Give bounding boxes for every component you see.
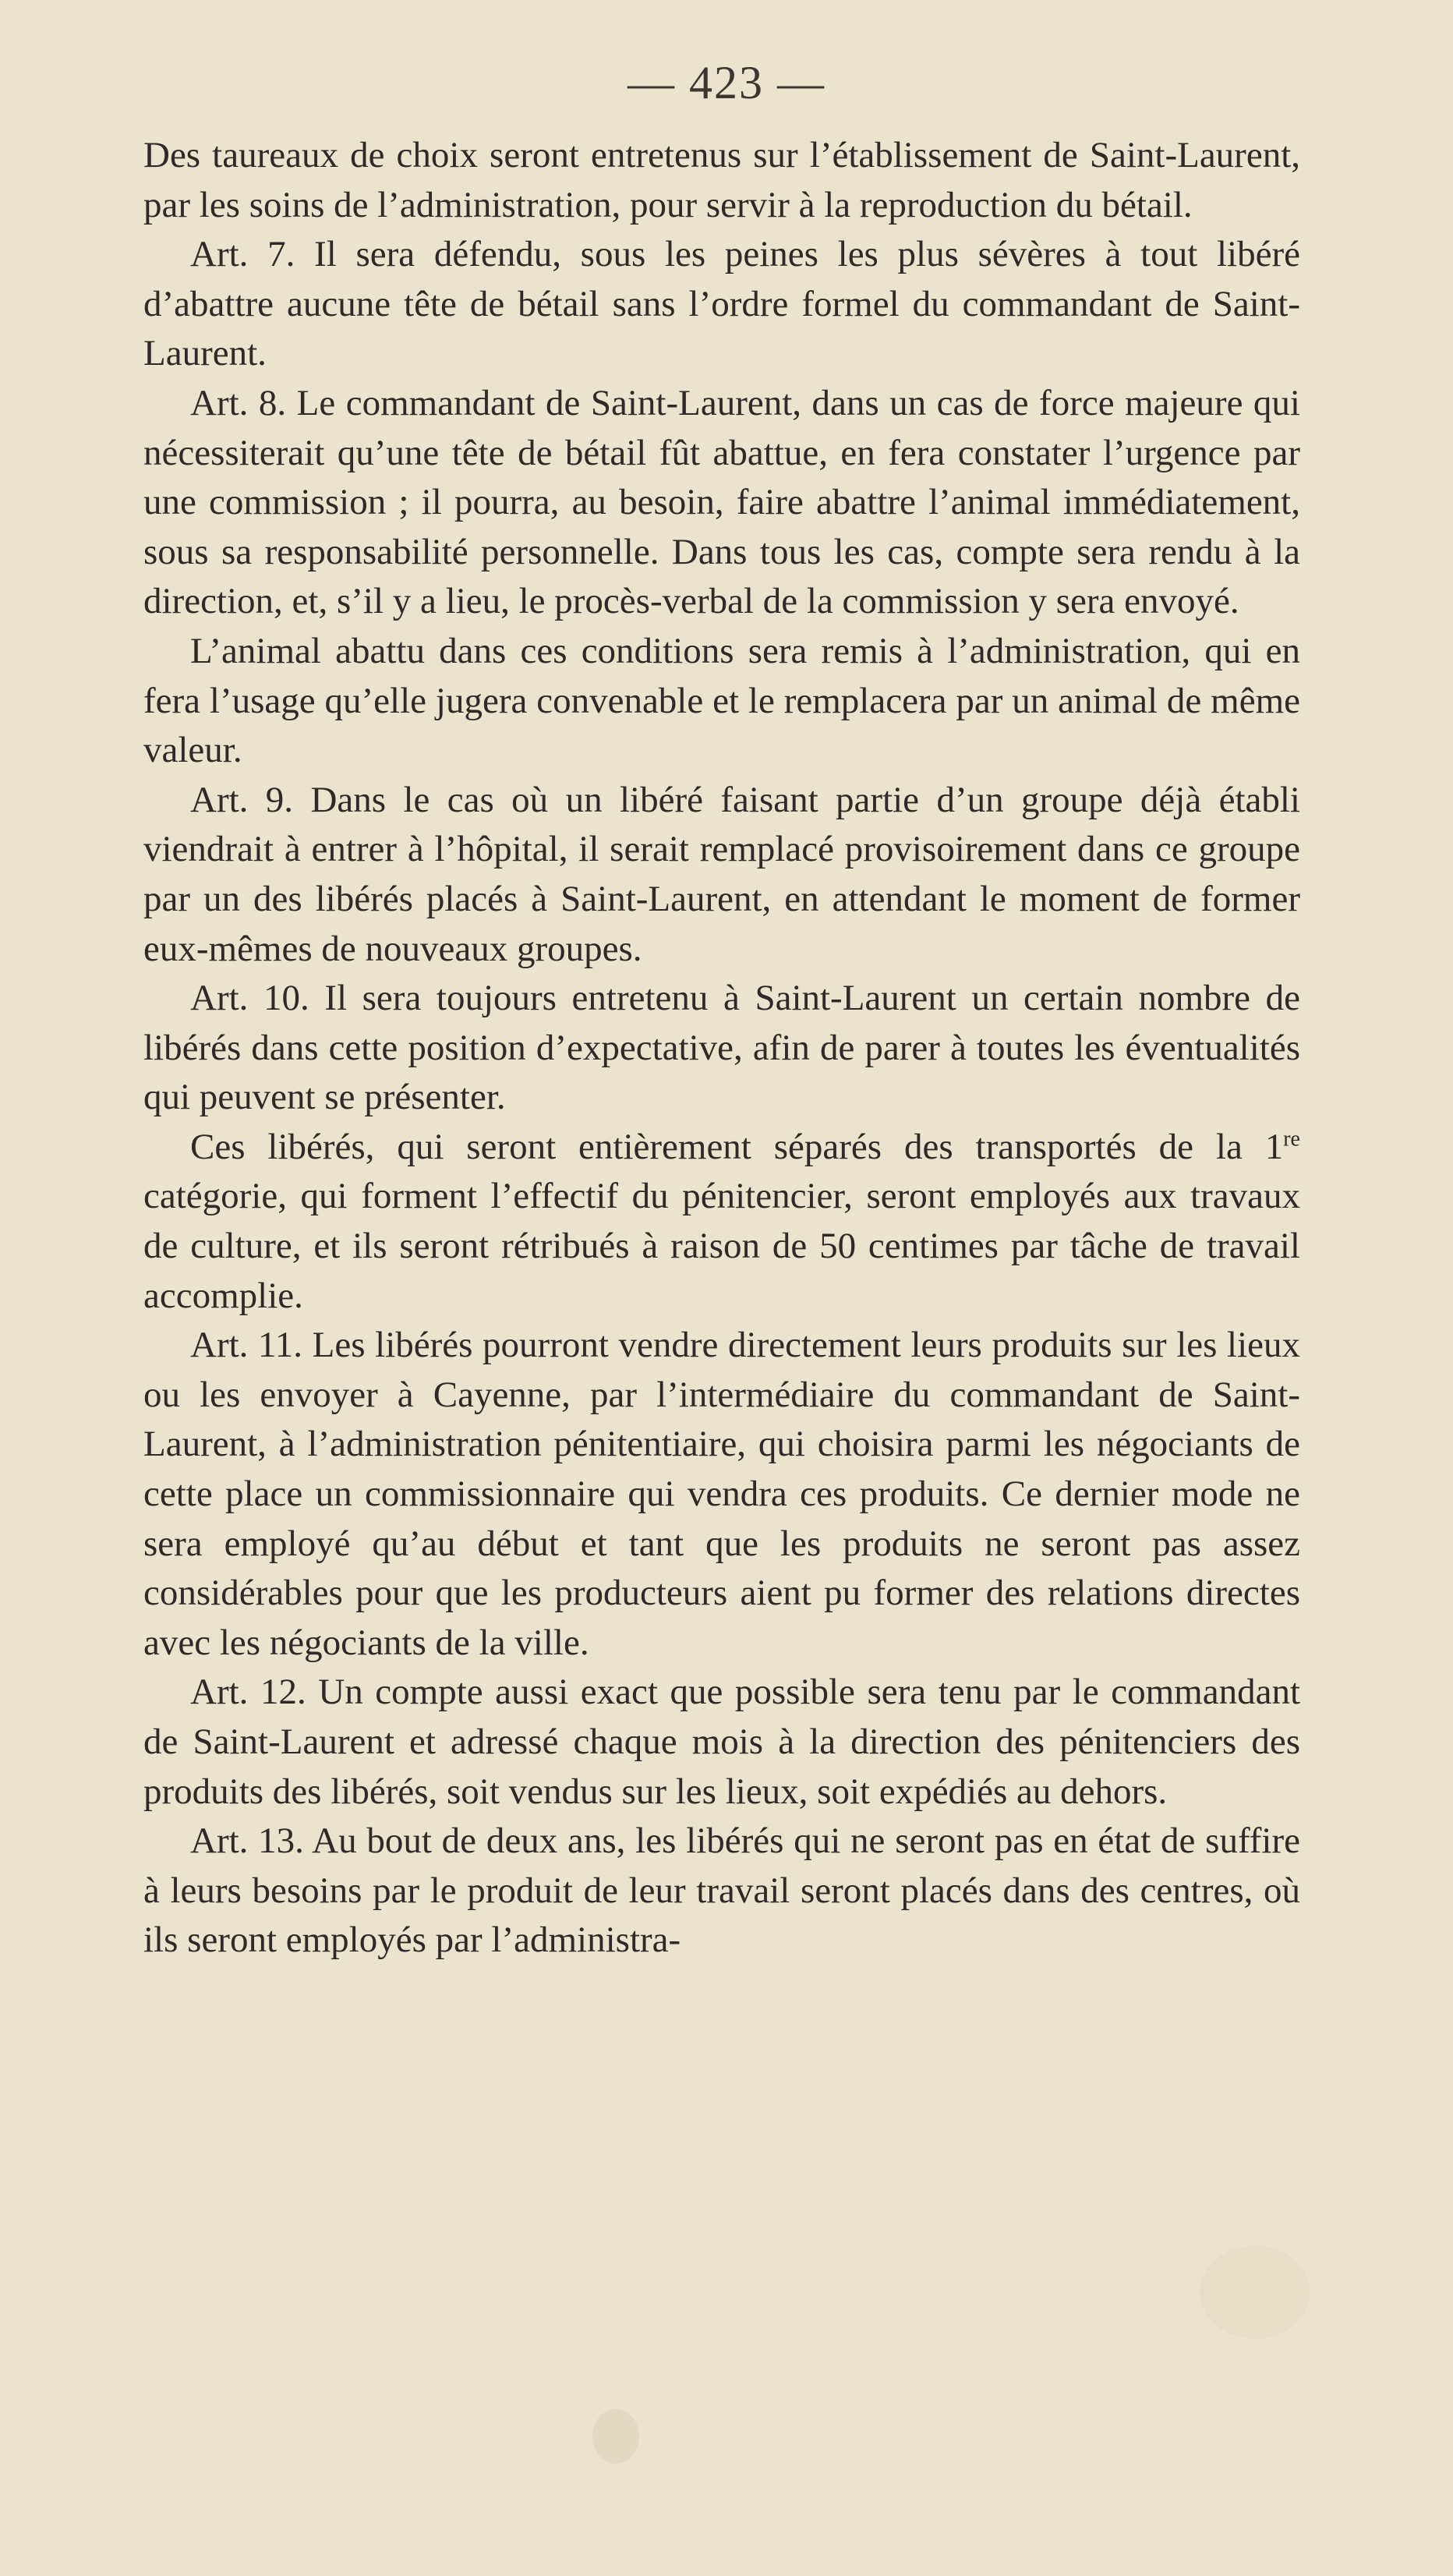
paragraph-art-8: Art. 8. Le commandant de Saint-Laurent, dans un cas de force majeure qui nécessiterait qu’une tête de bétail fût abattue, en fera constater l’urgence par une commission ; il pourra, au besoin, faire abattre l’animal immédiatement, sous sa responsabilité personnelle. Dans tous les cas, compte sera rendu à la direction, et, s’il y a lieu, le procès-verbal de la commission y sera envoyé. xyxy=(143,382,1300,622)
paragraph-animal-abattu: L’animal abattu dans ces conditions sera remis à l’administration, qui en fera l’usage qu’elle jugera convenable et le remplacera par un animal de même valeur. xyxy=(143,630,1300,771)
paragraph-art-12: Art. 12. Un compte aussi exact que possible sera tenu par le commandant de Saint-Laurent et adressé chaque mois à la direction des pénitenciers des produits des libérés, soit vendus sur les lieux, soit expédiés au dehors. xyxy=(143,1672,1300,1812)
paragraph-art-7: Art. 7. Il sera défendu, sous les peines les plus sévères à tout libéré d’abattre aucune tête de bétail sans l’ordre formel du commandant de Saint-Laurent. xyxy=(143,234,1300,374)
paragraph-art-13: Art. 13. Au bout de deux ans, les libérés qui ne seront pas en état de suffire à leurs besoins par le produit de leur travail seront placés dans des centres, où ils seront employés par l’administra- xyxy=(143,1821,1300,1961)
paragraph-art-9: Art. 9. Dans le cas où un libéré faisant partie d’un groupe déjà établi viendrait à entrer à l’hôpital, il serait remplacé provisoirement dans ce groupe par un des libérés placés à Saint-Laurent, en attendant le moment de former eux-mêmes de nouveaux groupes. xyxy=(143,779,1300,969)
paragraph-taureaux: Des taureaux de choix seront entretenus sur l’établissement de Saint-Laurent, par les soins de l’administration, pour servir à la reproduction du bétail. xyxy=(143,135,1300,225)
ink-blot xyxy=(592,2409,639,2464)
page-number: — 423 — xyxy=(628,57,825,108)
body-text xyxy=(143,131,1300,1966)
paragraph-art-10: Art. 10. Il sera toujours entretenu à Saint-Laurent un certain nombre de libérés dans cette position d’expectative, afin de parer à toutes les éventualités qui peuvent se présenter. xyxy=(143,978,1300,1118)
paper-stain xyxy=(1200,2245,1310,2339)
text-run: catégorie, qui forment l’effectif du pénitencier, seront employés aux travaux de culture, et ils seront rétribués à raison de 50 centimes par tâche de travail accomplie. xyxy=(143,1176,1300,1316)
superscript: re xyxy=(1283,1127,1300,1152)
paragraph-ces-liberes xyxy=(143,1123,1300,1321)
paragraph-art-11: Art. 11. Les libérés pourront vendre directement leurs produits sur les lieux ou les envoyer à Cayenne, par l’intermédiaire du commandant de Saint-Laurent, à l’administration pénitentiaire, qui choisira parmi les négociants de cette place un commissionnaire qui vendra ces produits. Ce dernier mode ne sera employé qu’au début et tant que les produits ne seront pas assez considérables pour que les producteurs aient pu former des relations directes avec les négociants de la ville. xyxy=(143,1325,1300,1663)
text-run: Ces libérés, qui seront entièrement séparés des transportés de la 1 xyxy=(190,1126,1284,1167)
